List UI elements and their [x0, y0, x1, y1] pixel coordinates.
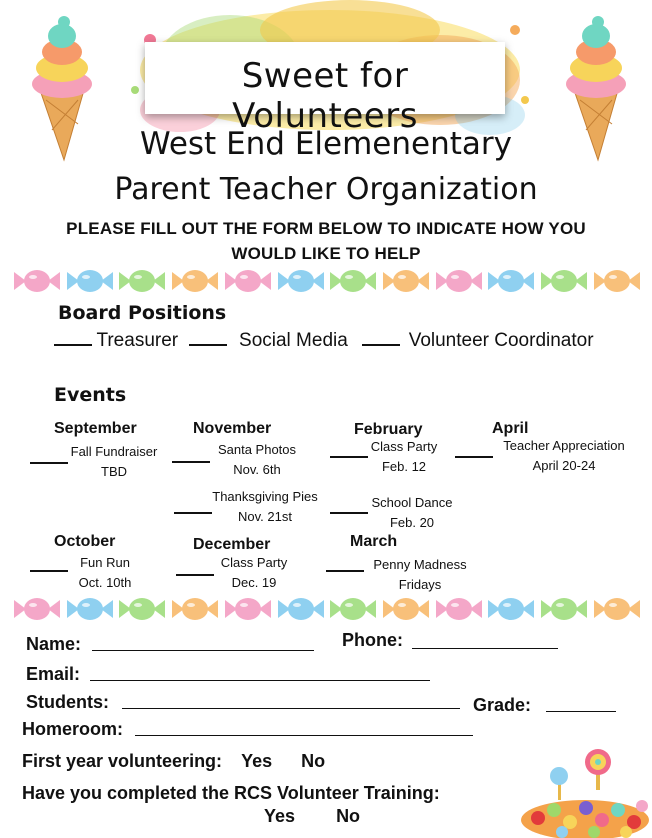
candy-icon — [223, 596, 273, 622]
event-date: April 20-24 — [532, 458, 596, 473]
class-party-feb-blank[interactable] — [330, 456, 368, 458]
event-teacher-appreciation — [490, 436, 638, 476]
instructions — [40, 216, 612, 266]
candy-icon — [117, 596, 167, 622]
month-november: November — [193, 420, 272, 437]
candy-icon — [434, 596, 484, 622]
event-date: Dec. 19 — [231, 575, 277, 590]
treasurer-label: Treasurer — [96, 330, 179, 351]
candy-icon — [170, 596, 220, 622]
grade-field[interactable] — [546, 711, 616, 712]
homeroom-label: Homeroom: — [22, 719, 124, 739]
event-name: School Dance — [371, 495, 453, 510]
first-year-row — [22, 751, 325, 772]
month-october: October — [54, 533, 116, 550]
email-label: Email: — [26, 664, 81, 684]
event-school-dance — [364, 493, 460, 533]
month-march: March — [350, 533, 398, 550]
event-name: Class Party — [220, 555, 288, 570]
candy-icon — [381, 596, 431, 622]
event-class-party-feb — [364, 437, 444, 477]
candy-icon — [223, 268, 273, 294]
event-name: Teacher Appreciation — [503, 438, 625, 453]
class-party-dec-blank[interactable] — [176, 574, 214, 576]
homeroom-field[interactable] — [135, 735, 473, 736]
fun-run-blank[interactable] — [30, 570, 68, 572]
candy-icon — [592, 268, 642, 294]
students-label: Students: — [26, 692, 109, 712]
candy-divider-top — [12, 268, 642, 298]
treasurer-blank[interactable] — [54, 330, 92, 346]
event-date: Oct. 10th — [78, 575, 132, 590]
candy-icon — [12, 268, 62, 294]
event-date: TBD — [101, 464, 127, 479]
teacher-appreciation-blank[interactable] — [455, 456, 493, 458]
month-february: February — [354, 421, 423, 438]
social-media-label: Social Media — [239, 330, 348, 351]
event-name: Penny Madness — [373, 557, 467, 572]
name-label: Name: — [26, 634, 82, 654]
event-name: Fun Run — [80, 555, 130, 570]
event-date: Fridays — [398, 577, 442, 592]
event-date: Feb. 12 — [381, 459, 427, 474]
candy-icon — [486, 268, 536, 294]
candy-icon — [539, 268, 589, 294]
volunteer-coordinator-label: Volunteer Coordinator — [408, 330, 594, 351]
event-name: Class Party — [370, 439, 438, 454]
candy-icon — [12, 596, 62, 622]
event-name: Fall Fundraiser — [70, 444, 158, 459]
volunteer-coordinator-blank[interactable] — [362, 330, 400, 346]
event-class-party-dec — [212, 553, 296, 593]
training-no[interactable]: No — [336, 806, 361, 826]
event-date: Nov. 6th — [233, 462, 281, 477]
candy-icon — [170, 268, 220, 294]
board-positions-row — [54, 330, 594, 352]
candy-icon — [328, 268, 378, 294]
candy-icon — [65, 268, 115, 294]
event-fun-run — [68, 553, 142, 593]
event-fall-fundraiser — [62, 442, 166, 482]
candy-pile-decoration — [518, 748, 652, 838]
candy-icon — [381, 268, 431, 294]
month-december: December — [193, 536, 271, 553]
candy-icon — [328, 596, 378, 622]
training-options — [264, 806, 360, 827]
school-dance-blank[interactable] — [330, 512, 368, 514]
grade-label: Grade: — [473, 695, 532, 715]
candy-icon — [65, 596, 115, 622]
penny-madness-blank[interactable] — [326, 570, 364, 572]
candy-icon — [276, 268, 326, 294]
board-positions-heading: Board Positions — [58, 302, 227, 324]
event-name: Thanksgiving Pies — [212, 489, 318, 504]
candy-icon — [539, 596, 589, 622]
month-april: April — [492, 420, 529, 437]
event-thanksgiving-pies — [204, 487, 326, 527]
first-year-no[interactable]: No — [301, 751, 326, 771]
candy-icon — [276, 596, 326, 622]
phone-label: Phone: — [342, 630, 403, 650]
month-september: September — [54, 420, 137, 437]
page-title: Sweet for Volunteers — [232, 56, 418, 136]
first-year-label: First year volunteering: — [22, 751, 223, 771]
training-yes[interactable]: Yes — [264, 806, 296, 826]
candy-icon — [434, 268, 484, 294]
candy-icon — [486, 596, 536, 622]
email-field[interactable] — [90, 680, 430, 681]
instructions-line-1: PLEASE FILL OUT THE FORM BELOW TO INDICATE HOW YOU — [66, 219, 586, 238]
event-name: Santa Photos — [217, 442, 297, 457]
events-heading: Events — [54, 384, 127, 406]
school-name: West End Elemenentary — [140, 126, 512, 162]
first-year-yes[interactable]: Yes — [241, 751, 273, 771]
phone-field[interactable] — [412, 648, 558, 649]
students-field[interactable] — [122, 708, 460, 709]
organization-name: Parent Teacher Organization — [114, 172, 538, 207]
event-date: Feb. 20 — [389, 515, 435, 530]
name-field[interactable] — [92, 650, 314, 651]
event-date: Nov. 21st — [238, 509, 292, 524]
instructions-line-2: WOULD LIKE TO HELP — [231, 244, 421, 263]
event-penny-madness — [364, 555, 476, 595]
social-media-blank[interactable] — [189, 330, 227, 346]
training-label: Have you completed the RCS Volunteer Training: — [22, 783, 440, 803]
candy-divider-bottom — [12, 596, 642, 626]
event-santa-photos — [204, 440, 310, 480]
candy-icon — [117, 268, 167, 294]
candy-icon — [592, 596, 642, 622]
